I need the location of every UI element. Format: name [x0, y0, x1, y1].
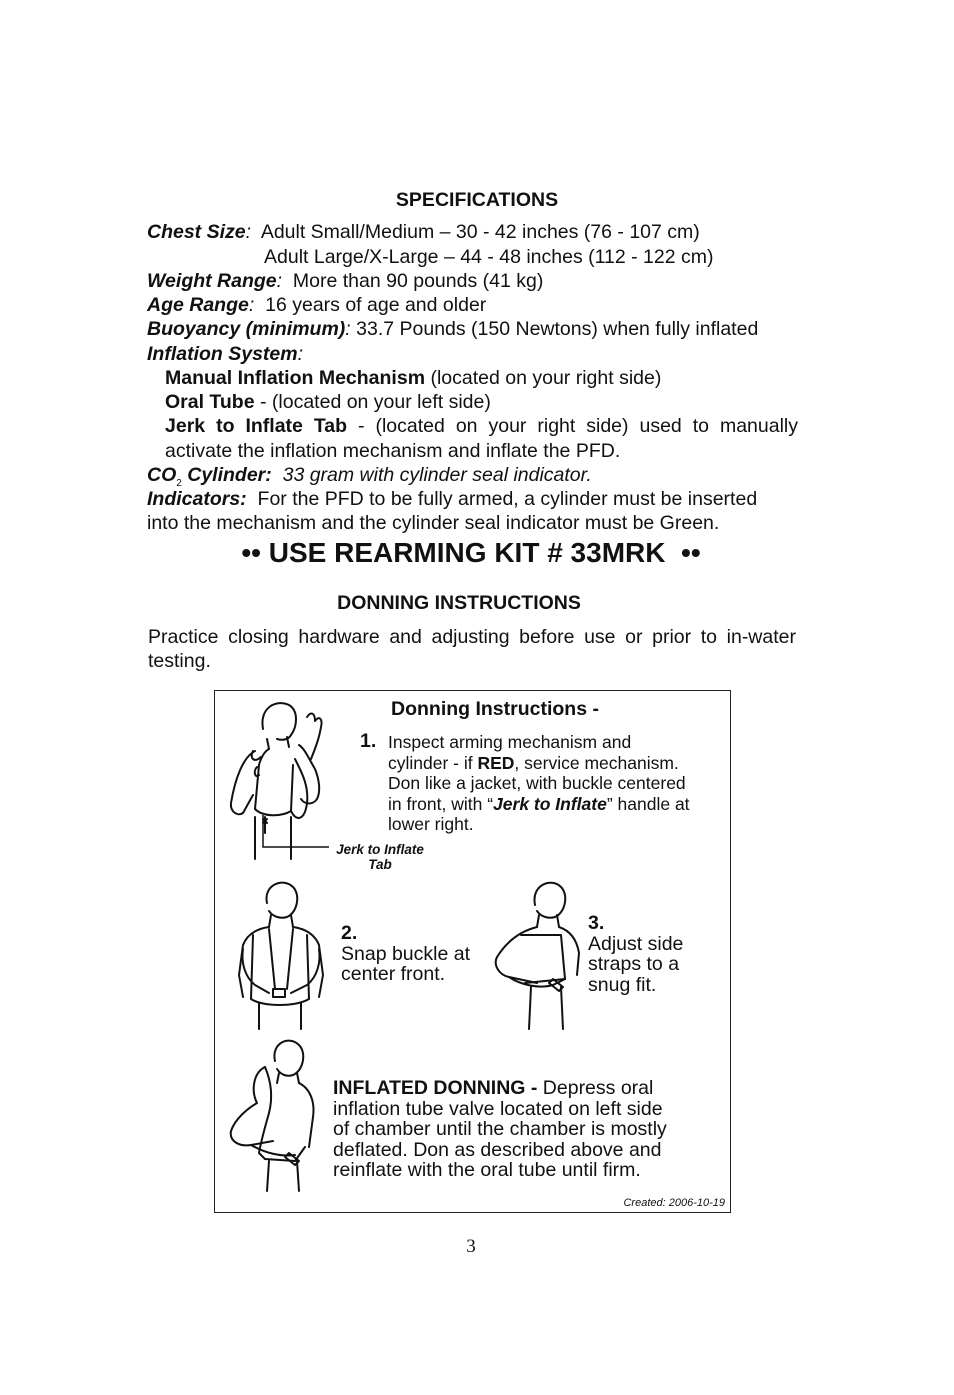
- indicators-text-1: For the PFD to be fully armed, a cylinder must be inserted: [257, 488, 758, 510]
- step-1-line-5: lower right.: [388, 814, 474, 834]
- panel-title: Donning Instructions -: [391, 698, 599, 720]
- buoyancy-colon: :: [345, 318, 351, 340]
- inflation-system-label: Inflation System: [147, 343, 298, 365]
- rearming-kit-banner: •• USE REARMING KIT # 33MRK ••: [241, 537, 701, 568]
- age-range-line: [147, 293, 486, 317]
- chest-size-label: Chest Size: [147, 221, 246, 243]
- inflated-donning-text: [333, 1078, 667, 1181]
- jerk-tab-caption-2: Tab: [368, 857, 392, 872]
- indicators-text-2: into the mechanism and the cylinder seal indicator must be Green.: [147, 512, 720, 534]
- chest-size-line: [147, 220, 700, 244]
- figure-4-inflated-donning: [225, 1037, 325, 1192]
- step-1-line-3: Don like a jacket, with buckle centered: [388, 773, 686, 793]
- step-1-number: 1.: [360, 730, 377, 752]
- step-3-line-3: snug fit.: [588, 973, 657, 996]
- manual-inflation-label: Manual Inflation Mechanism: [165, 367, 426, 389]
- person-inflated-vest-icon: [225, 1037, 325, 1192]
- person-buckling-icon: [229, 879, 329, 1031]
- age-range-label: Age Range: [147, 294, 249, 316]
- step-1-red-word: RED: [477, 752, 515, 773]
- jerk-tab-pointer-line: [251, 811, 331, 851]
- step-3-line-1: Adjust side: [588, 932, 684, 955]
- chest-size-colon: :: [245, 221, 252, 243]
- step-1-jerk-to-inflate: Jerk to Inflate: [493, 793, 607, 814]
- inflation-system-line: [147, 342, 303, 366]
- step-2-text: [341, 923, 470, 985]
- indicators-label: Indicators:: [147, 488, 247, 510]
- inflation-system-colon: :: [297, 343, 304, 365]
- co2-value: 33 gram with cylinder seal indicator.: [282, 464, 592, 486]
- chest-size-value-2: Adult Large/X-Large – 44 - 48 inches (112 - 122 cm): [264, 246, 714, 268]
- step-1-text: [388, 732, 690, 835]
- weight-range-line: [147, 269, 543, 293]
- step-1-line-2a: cylinder - if: [388, 752, 478, 773]
- weight-range-colon: :: [276, 270, 283, 292]
- step-1-line-4a: in front, with “: [388, 793, 494, 814]
- donning-intro-2: testing.: [148, 650, 211, 672]
- step-1-line-4c: ” handle at: [606, 793, 690, 814]
- inflated-line-1: [333, 1078, 667, 1099]
- figure-2-snap-buckle: [229, 879, 329, 1031]
- inflated-line-2: inflation tube valve located on left side: [333, 1097, 663, 1120]
- inflated-line-1-text: Depress oral: [537, 1077, 654, 1099]
- step-3-text: [588, 913, 683, 995]
- jerk-tab-text-1: - (located on your right side) used to manually: [358, 415, 798, 437]
- co2-label-rest: Cylinder:: [187, 464, 272, 486]
- inflated-line-4: deflated. Don as described above and: [333, 1138, 662, 1161]
- weight-range-label: Weight Range: [147, 270, 277, 292]
- jerk-tab-caption: [327, 842, 433, 872]
- figure-3-adjust-straps: [491, 879, 587, 1031]
- age-range-colon: :: [248, 294, 255, 316]
- step-2-line-2: center front.: [341, 963, 446, 985]
- person-adjusting-icon: [491, 879, 587, 1031]
- oral-tube-label: Oral Tube: [165, 391, 255, 413]
- buoyancy-value: 33.7 Pounds (150 Newtons) when fully inflated: [356, 318, 759, 340]
- step-1-line-4: [388, 794, 690, 815]
- jerk-tab-text-2: activate the inflation mechanism and inflate the PFD.: [165, 440, 621, 462]
- step-1-line-2c: , service mechanism.: [514, 752, 679, 773]
- age-range-value: 16 years of age and older: [265, 294, 487, 316]
- buoyancy-line: [147, 317, 758, 341]
- jerk-tab-line: [165, 414, 798, 438]
- donning-intro-1: Practice closing hardware and adjusting before use or prior to in-water: [148, 626, 796, 648]
- inflated-donning-label: INFLATED DONNING -: [333, 1077, 538, 1099]
- page-number: 3: [466, 1236, 476, 1257]
- oral-tube-line: [165, 390, 491, 414]
- step-3-number: 3.: [588, 912, 605, 934]
- buoyancy-label: Buoyancy (minimum): [147, 318, 346, 340]
- step-1-line-2: [388, 753, 690, 774]
- step-2-number: 2.: [341, 922, 358, 944]
- jerk-tab-label: Jerk to Inflate Tab: [165, 415, 348, 437]
- co2-label-sub: 2: [176, 477, 182, 489]
- inflated-line-3: of chamber until the chamber is mostly: [333, 1118, 667, 1140]
- donning-heading: DONNING INSTRUCTIONS: [337, 592, 581, 614]
- co2-label: [147, 464, 272, 489]
- jerk-tab-caption-1: Jerk to Inflate: [336, 842, 424, 857]
- created-date: Created: 2006-10-19: [623, 1197, 725, 1209]
- oral-tube-text: - (located on your left side): [260, 391, 491, 413]
- indicators-line: [147, 487, 757, 511]
- step-3-line-2: straps to a: [588, 953, 680, 975]
- co2-label-prefix: CO: [147, 464, 177, 486]
- manual-inflation-line: [165, 366, 661, 390]
- step-2-line-1: Snap buckle at: [341, 942, 471, 965]
- chest-size-value-1: Adult Small/Medium – 30 - 42 inches (76 - 107 cm): [260, 221, 700, 243]
- inflated-line-5: reinflate with the oral tube until firm.: [333, 1159, 641, 1181]
- weight-range-value: More than 90 pounds (41 kg): [292, 270, 544, 292]
- donning-instructions-panel: [214, 690, 731, 1213]
- step-1-line-1: Inspect arming mechanism and: [388, 732, 632, 752]
- specifications-heading: SPECIFICATIONS: [395, 189, 559, 211]
- manual-inflation-text: (located on your right side): [430, 367, 662, 389]
